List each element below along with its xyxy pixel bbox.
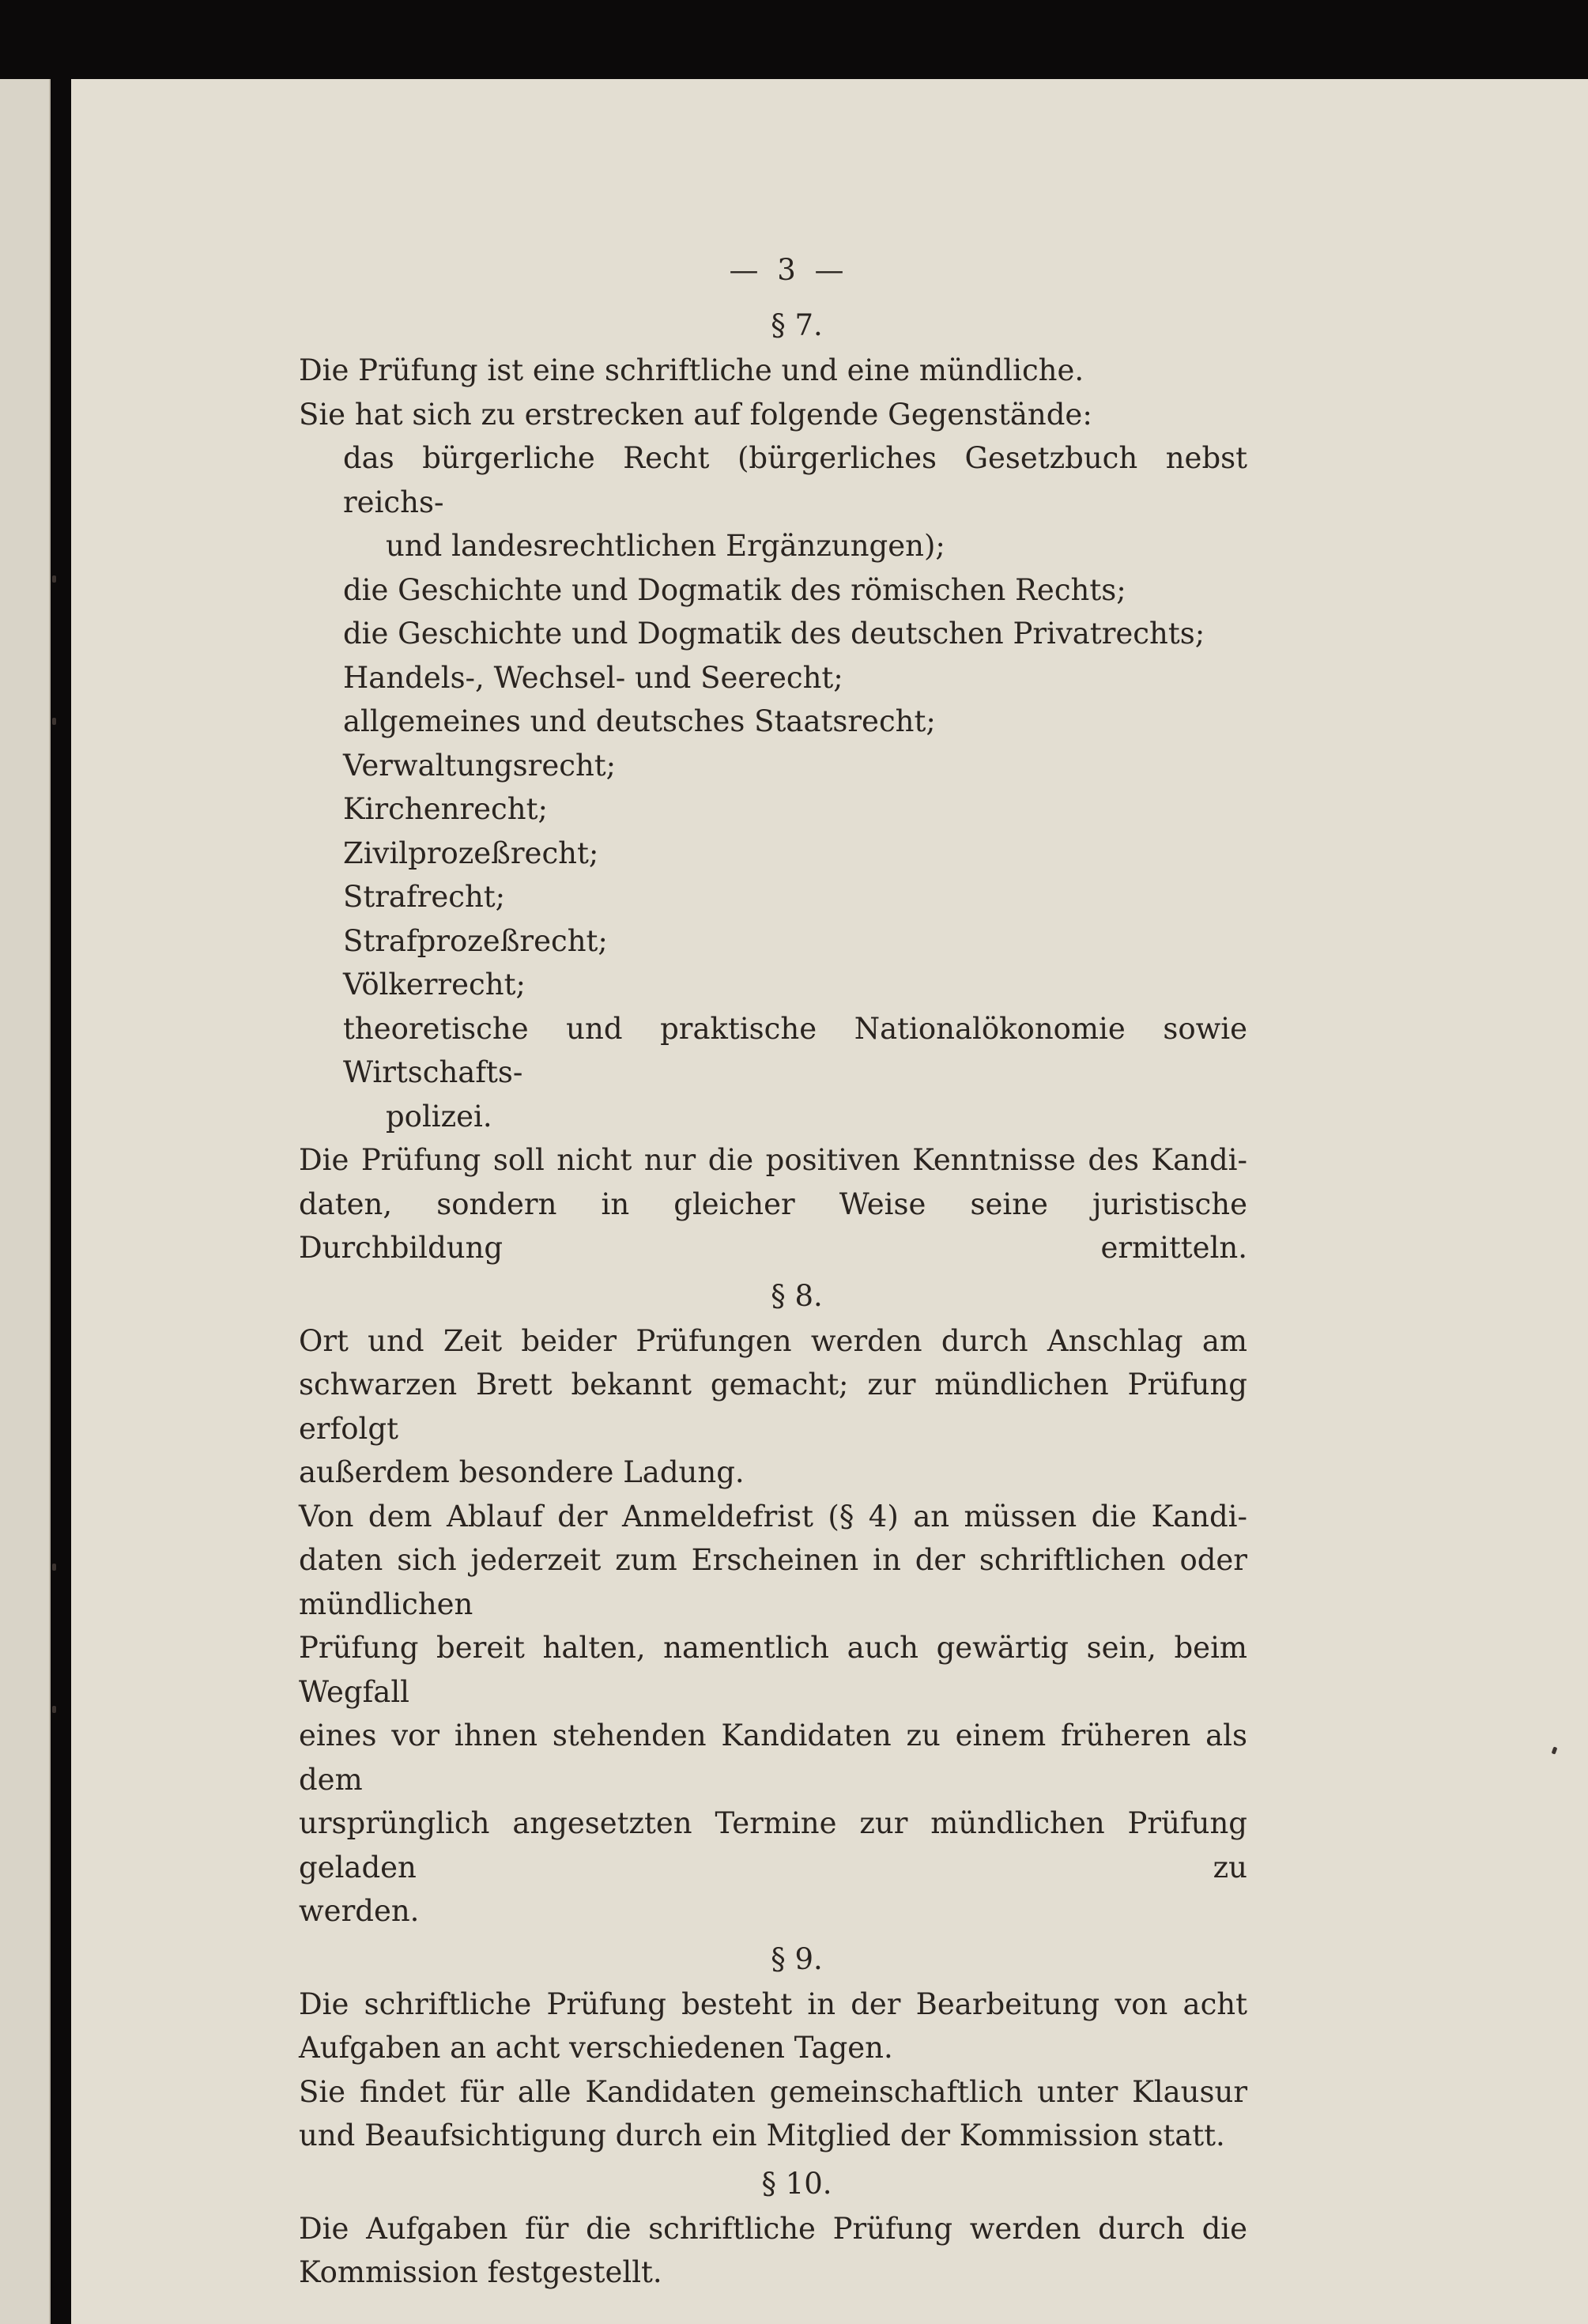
- facing-page-edge: [0, 79, 51, 2324]
- text-line: und Beaufsichtigung durch ein Mitglied der Kommission statt.: [299, 2118, 1225, 2152]
- text-line: Die Prüfung soll nicht nur die positiven Kenntnisse des Kandi-: [299, 1143, 1247, 1177]
- list-item: theoretische und praktische Nationalökonomie sowie Wirtschafts-: [343, 1011, 1247, 1089]
- page-number: — 3 —: [729, 253, 849, 287]
- text-line: außerdem besondere Ladung.: [299, 1455, 745, 1489]
- list-item: Zivilprozeßrecht;: [343, 836, 599, 870]
- list-item: die Geschichte und Dogmatik des deutschen Privatrechts;: [343, 617, 1205, 651]
- text-line: daten sich jederzeit zum Erscheinen in der schriftlichen oder mündlichen: [299, 1543, 1247, 1621]
- list-item: Strafprozeßrecht;: [343, 923, 608, 958]
- list-item: Kirchenrecht;: [343, 792, 548, 826]
- list-item: Handels-, Wechsel- und Seerecht;: [343, 660, 843, 695]
- list-item: Verwaltungsrecht;: [343, 748, 617, 783]
- text-line: Ort und Zeit beider Prüfungen werden durch Anschlag am: [299, 1323, 1247, 1358]
- list-item: das bürgerliche Recht (bürgerliches Gesetzbuch nebst reichs-: [343, 441, 1247, 519]
- subject-list: [299, 436, 1247, 1138]
- list-item: Strafrecht;: [343, 880, 506, 914]
- list-item: die Geschichte und Dogmatik des römischen Rechts;: [343, 572, 1126, 607]
- paragraph: [299, 1138, 1247, 1270]
- text-line: Die schriftliche Prüfung besteht in der Bearbeitung von acht: [299, 1986, 1247, 2021]
- text-line: Von dem Ablauf der Anmeldefrist (§ 4) an müssen die Kandi-: [299, 1499, 1247, 1534]
- text-line: Prüfung bereit halten, namentlich auch gewärtig sein, beim Wegfall: [299, 1631, 1247, 1709]
- section-heading: § 10.: [761, 2166, 832, 2201]
- list-item-continuation: und landesrechtlichen Ergänzungen);: [386, 529, 945, 563]
- text-line: Kommission festgestellt.: [299, 2255, 662, 2289]
- text-line: Die Prüfung ist eine schriftliche und eine mündliche.: [299, 353, 1084, 387]
- text-line: ursprünglich angesetzten Termine zur mündlichen Prüfung geladen zu: [299, 1806, 1247, 1884]
- text-line: Aufgaben an acht verschiedenen Tagen.: [299, 2031, 893, 2065]
- paragraph: [299, 2070, 1247, 2158]
- paragraph: [299, 349, 1247, 436]
- text-line: Sie hat sich zu erstrecken auf folgende Gegenstände:: [299, 397, 1092, 432]
- text-line: Sie findet für alle Kandidaten gemeinschaftlich unter Klausur: [299, 2074, 1247, 2109]
- text-line: daten, sondern in gleicher Weise seine juristische Durchbildung ermitteln.: [299, 1187, 1247, 1265]
- text-line: eines vor ihnen stehenden Kandidaten zu einem früheren als dem: [299, 1718, 1247, 1797]
- paragraph: [299, 1319, 1247, 1495]
- paragraph: [299, 1983, 1247, 2070]
- list-item-continuation: polizei.: [386, 1099, 492, 1134]
- list-item: Völkerrecht;: [343, 968, 526, 1002]
- section-heading: § 7.: [771, 308, 823, 342]
- section-heading: § 8.: [771, 1278, 823, 1313]
- text-line: werden.: [299, 1894, 420, 1928]
- paragraph: [299, 1495, 1247, 1934]
- paragraph: [299, 2207, 1247, 2295]
- list-item: allgemeines und deutsches Staatsrecht;: [343, 704, 936, 738]
- page-content: [299, 241, 1247, 2295]
- section-heading: § 9.: [771, 1941, 823, 1976]
- text-line: Die Aufgaben für die schriftliche Prüfung werden durch die: [299, 2211, 1247, 2246]
- text-line: schwarzen Brett bekannt gemacht; zur mündlichen Prüfung erfolgt: [299, 1368, 1247, 1446]
